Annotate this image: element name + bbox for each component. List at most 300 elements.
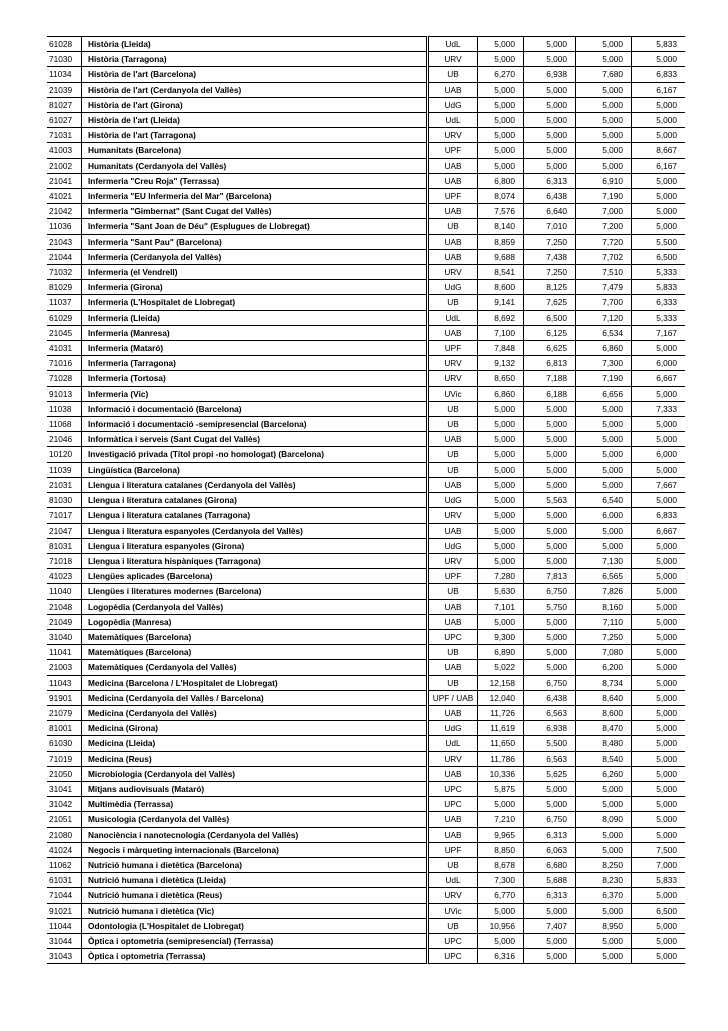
grade-col-2: 6,500 — [524, 310, 576, 325]
table-row — [47, 113, 685, 128]
program-code: 71032 — [47, 265, 82, 280]
program-code: 61027 — [47, 113, 82, 128]
table-row — [47, 660, 685, 675]
table-row — [47, 705, 685, 720]
university: UB — [428, 584, 478, 599]
grade-col-3: 7,190 — [576, 189, 632, 204]
program-name: Infermeria (L'Hospitalet de Llobregat) — [82, 295, 428, 310]
table-row — [47, 508, 685, 523]
grade-col-1: 5,000 — [478, 52, 524, 67]
table-row — [47, 827, 685, 842]
grade-col-2: 5,000 — [524, 52, 576, 67]
university: UAB — [428, 705, 478, 720]
grade-col-2: 5,000 — [524, 143, 576, 158]
program-code: 11038 — [47, 401, 82, 416]
grade-col-1: 5,000 — [478, 143, 524, 158]
table-row — [47, 857, 685, 872]
program-name: Matemàtiques (Barcelona) — [82, 629, 428, 644]
program-code: 31041 — [47, 781, 82, 796]
program-code: 21003 — [47, 660, 82, 675]
grade-col-3: 6,260 — [576, 766, 632, 781]
grade-col-1: 5,000 — [478, 432, 524, 447]
program-name: Logopèdia (Cerdanyola del Vallès) — [82, 599, 428, 614]
program-code: 21048 — [47, 599, 82, 614]
university: UAB — [428, 432, 478, 447]
program-code: 71017 — [47, 508, 82, 523]
grade-col-4: 5,000 — [632, 736, 686, 751]
program-name: Medicina (Cerdanyola del Vallès) — [82, 705, 428, 720]
grade-col-2: 5,500 — [524, 736, 576, 751]
university: UB — [428, 857, 478, 872]
grade-col-2: 6,750 — [524, 675, 576, 690]
table-row — [47, 842, 685, 857]
table-row — [47, 67, 685, 82]
table-row — [47, 690, 685, 705]
program-code: 21031 — [47, 477, 82, 492]
grade-col-3: 7,300 — [576, 356, 632, 371]
program-code: 11062 — [47, 857, 82, 872]
table-row — [47, 432, 685, 447]
grade-col-4: 5,833 — [632, 873, 686, 888]
grade-col-4: 5,000 — [632, 827, 686, 842]
table-row — [47, 143, 685, 158]
grade-col-2: 6,188 — [524, 386, 576, 401]
table-row — [47, 97, 685, 112]
program-code: 71019 — [47, 751, 82, 766]
program-name: Humanitats (Barcelona) — [82, 143, 428, 158]
table-row — [47, 553, 685, 568]
table-body — [47, 37, 685, 964]
grade-col-3: 7,700 — [576, 295, 632, 310]
table-row — [47, 249, 685, 264]
grade-col-2: 7,407 — [524, 918, 576, 933]
university: UdL — [428, 113, 478, 128]
table-row — [47, 356, 685, 371]
grade-col-1: 8,074 — [478, 189, 524, 204]
grade-col-4: 5,833 — [632, 37, 686, 52]
grade-col-3: 5,000 — [576, 827, 632, 842]
grade-col-4: 7,333 — [632, 401, 686, 416]
grade-col-1: 5,022 — [478, 660, 524, 675]
grade-col-2: 5,000 — [524, 553, 576, 568]
university: UdG — [428, 493, 478, 508]
grade-col-3: 8,230 — [576, 873, 632, 888]
grade-col-2: 5,000 — [524, 447, 576, 462]
grade-col-1: 5,000 — [478, 797, 524, 812]
program-code: 41021 — [47, 189, 82, 204]
grade-col-2: 6,680 — [524, 857, 576, 872]
grade-col-1: 12,040 — [478, 690, 524, 705]
grade-col-4: 6,667 — [632, 371, 686, 386]
grade-col-1: 10,336 — [478, 766, 524, 781]
grade-col-1: 5,000 — [478, 614, 524, 629]
program-name: Musicologia (Cerdanyola del Vallès) — [82, 812, 428, 827]
grade-col-3: 6,370 — [576, 888, 632, 903]
grade-col-2: 6,750 — [524, 812, 576, 827]
grade-col-3: 7,120 — [576, 310, 632, 325]
grade-col-1: 6,800 — [478, 173, 524, 188]
grade-col-3: 8,250 — [576, 857, 632, 872]
grade-col-3: 7,702 — [576, 249, 632, 264]
grade-col-1: 6,770 — [478, 888, 524, 903]
grade-col-1: 6,270 — [478, 67, 524, 82]
grade-col-2: 5,000 — [524, 477, 576, 492]
university: UAB — [428, 234, 478, 249]
grade-col-1: 9,300 — [478, 629, 524, 644]
program-code: 21047 — [47, 523, 82, 538]
table-row — [47, 523, 685, 538]
program-name: Informació i documentació (Barcelona) — [82, 401, 428, 416]
grade-col-2: 5,625 — [524, 766, 576, 781]
grade-col-3: 8,160 — [576, 599, 632, 614]
table-row — [47, 721, 685, 736]
program-code: 31042 — [47, 797, 82, 812]
program-name: Nutrició humana i dietètica (Lleida) — [82, 873, 428, 888]
grade-col-4: 5,000 — [632, 341, 686, 356]
table-row — [47, 493, 685, 508]
program-name: Nutrició humana i dietètica (Barcelona) — [82, 857, 428, 872]
university: UAB — [428, 82, 478, 97]
table-row — [47, 310, 685, 325]
grade-col-4: 5,000 — [632, 675, 686, 690]
grade-col-4: 5,000 — [632, 629, 686, 644]
grade-col-1: 5,000 — [478, 447, 524, 462]
grade-col-1: 5,000 — [478, 97, 524, 112]
program-code: 61031 — [47, 873, 82, 888]
grade-col-4: 5,000 — [632, 766, 686, 781]
grade-col-1: 7,210 — [478, 812, 524, 827]
program-code: 11041 — [47, 645, 82, 660]
grade-col-1: 12,158 — [478, 675, 524, 690]
university: UdL — [428, 736, 478, 751]
university: URV — [428, 751, 478, 766]
program-code: 21045 — [47, 325, 82, 340]
grade-col-2: 5,688 — [524, 873, 576, 888]
grade-col-4: 5,000 — [632, 173, 686, 188]
grade-col-4: 5,000 — [632, 660, 686, 675]
university: UPC — [428, 797, 478, 812]
table-row — [47, 629, 685, 644]
university: URV — [428, 265, 478, 280]
grade-col-2: 6,563 — [524, 751, 576, 766]
table-row — [47, 781, 685, 796]
grade-col-2: 5,000 — [524, 629, 576, 644]
grade-col-4: 6,500 — [632, 249, 686, 264]
program-name: Infermeria "Sant Pau" (Barcelona) — [82, 234, 428, 249]
program-code: 21079 — [47, 705, 82, 720]
grade-col-2: 5,000 — [524, 660, 576, 675]
grade-col-2: 5,000 — [524, 538, 576, 553]
program-code: 21049 — [47, 614, 82, 629]
grade-col-4: 6,000 — [632, 356, 686, 371]
university: UAB — [428, 660, 478, 675]
grade-col-3: 5,000 — [576, 781, 632, 796]
table-row — [47, 797, 685, 812]
grade-col-3: 5,000 — [576, 52, 632, 67]
table-row — [47, 462, 685, 477]
program-name: Infermeria (Girona) — [82, 280, 428, 295]
grade-col-2: 5,000 — [524, 933, 576, 948]
grade-col-3: 5,000 — [576, 933, 632, 948]
program-code: 71028 — [47, 371, 82, 386]
table-row — [47, 918, 685, 933]
table-row — [47, 873, 685, 888]
table-row — [47, 675, 685, 690]
table-row — [47, 447, 685, 462]
program-code: 21050 — [47, 766, 82, 781]
grade-col-3: 5,000 — [576, 949, 632, 964]
grade-col-4: 5,500 — [632, 234, 686, 249]
table-row — [47, 234, 685, 249]
grade-col-3: 6,910 — [576, 173, 632, 188]
table-row — [47, 52, 685, 67]
program-code: 41024 — [47, 842, 82, 857]
university: UdG — [428, 721, 478, 736]
program-name: Medicina (Barcelona / L'Hospitalet de Llobregat) — [82, 675, 428, 690]
grade-col-3: 7,826 — [576, 584, 632, 599]
table-row — [47, 173, 685, 188]
grade-col-4: 5,000 — [632, 721, 686, 736]
grade-col-2: 6,438 — [524, 690, 576, 705]
program-code: 10120 — [47, 447, 82, 462]
university: URV — [428, 553, 478, 568]
grade-col-1: 8,850 — [478, 842, 524, 857]
program-code: 11043 — [47, 675, 82, 690]
program-name: Negocis i màrqueting internacionals (Barcelona) — [82, 842, 428, 857]
grade-col-2: 7,625 — [524, 295, 576, 310]
program-name: Infermeria "EU Infermeria del Mar" (Barcelona) — [82, 189, 428, 204]
grade-col-4: 5,000 — [632, 432, 686, 447]
program-name: Medicina (Reus) — [82, 751, 428, 766]
grade-col-4: 5,000 — [632, 553, 686, 568]
grade-col-4: 5,000 — [632, 204, 686, 219]
grade-col-4: 5,000 — [632, 462, 686, 477]
table-row — [47, 751, 685, 766]
grade-col-3: 7,130 — [576, 553, 632, 568]
program-code: 31040 — [47, 629, 82, 644]
grade-col-3: 5,000 — [576, 462, 632, 477]
table-row — [47, 477, 685, 492]
program-code: 11044 — [47, 918, 82, 933]
grade-col-3: 5,000 — [576, 903, 632, 918]
program-code: 81030 — [47, 493, 82, 508]
university: URV — [428, 888, 478, 903]
grade-col-4: 6,000 — [632, 447, 686, 462]
program-name: Infermeria (Manresa) — [82, 325, 428, 340]
program-name: Medicina (Cerdanyola del Vallès / Barcelona) — [82, 690, 428, 705]
university: UdG — [428, 538, 478, 553]
grade-col-2: 5,000 — [524, 432, 576, 447]
grade-col-2: 7,438 — [524, 249, 576, 264]
grade-col-3: 8,640 — [576, 690, 632, 705]
grade-col-4: 5,000 — [632, 128, 686, 143]
grade-col-1: 7,280 — [478, 569, 524, 584]
table-row — [47, 599, 685, 614]
grade-col-1: 8,678 — [478, 857, 524, 872]
university: URV — [428, 128, 478, 143]
grade-col-4: 5,000 — [632, 219, 686, 234]
grade-col-4: 7,667 — [632, 477, 686, 492]
table-row — [47, 128, 685, 143]
program-name: Història de l'art (Cerdanyola del Vallès) — [82, 82, 428, 97]
table-row — [47, 158, 685, 173]
grade-col-3: 8,950 — [576, 918, 632, 933]
grades-sheet — [47, 36, 679, 964]
grade-col-3: 7,110 — [576, 614, 632, 629]
grade-col-1: 5,000 — [478, 538, 524, 553]
grade-col-2: 5,000 — [524, 462, 576, 477]
grade-col-4: 5,000 — [632, 113, 686, 128]
table-row — [47, 584, 685, 599]
university: UPC — [428, 781, 478, 796]
grade-col-1: 6,316 — [478, 949, 524, 964]
grade-col-3: 5,000 — [576, 143, 632, 158]
grade-col-1: 8,692 — [478, 310, 524, 325]
grade-col-2: 6,750 — [524, 584, 576, 599]
table-row — [47, 325, 685, 340]
grade-col-3: 5,000 — [576, 82, 632, 97]
grade-col-3: 5,000 — [576, 477, 632, 492]
program-name: Òptica i optometria (Terrassa) — [82, 949, 428, 964]
grade-col-4: 5,000 — [632, 645, 686, 660]
grade-col-3: 7,510 — [576, 265, 632, 280]
table-row — [47, 645, 685, 660]
grade-col-4: 5,000 — [632, 705, 686, 720]
grade-col-4: 5,000 — [632, 812, 686, 827]
program-code: 91901 — [47, 690, 82, 705]
grade-col-1: 8,541 — [478, 265, 524, 280]
grade-col-1: 7,300 — [478, 873, 524, 888]
university: UPF — [428, 189, 478, 204]
grade-col-1: 5,000 — [478, 493, 524, 508]
university: URV — [428, 52, 478, 67]
university: UB — [428, 67, 478, 82]
grade-col-2: 7,813 — [524, 569, 576, 584]
university: UdG — [428, 97, 478, 112]
grade-col-2: 5,000 — [524, 781, 576, 796]
program-name: Llengua i literatura espanyoles (Girona) — [82, 538, 428, 553]
table-row — [47, 82, 685, 97]
program-name: Infermeria (el Vendrell) — [82, 265, 428, 280]
grade-col-3: 5,000 — [576, 417, 632, 432]
program-name: Història (Tarragona) — [82, 52, 428, 67]
program-code: 71031 — [47, 128, 82, 143]
grade-col-2: 5,000 — [524, 949, 576, 964]
program-name: Odontologia (L'Hospitalet de Llobregat) — [82, 918, 428, 933]
grade-col-3: 8,470 — [576, 721, 632, 736]
program-code: 81027 — [47, 97, 82, 112]
university: UPC — [428, 949, 478, 964]
grade-col-1: 8,650 — [478, 371, 524, 386]
grade-col-2: 5,000 — [524, 508, 576, 523]
program-code: 11039 — [47, 462, 82, 477]
grade-col-1: 5,000 — [478, 158, 524, 173]
program-code: 81031 — [47, 538, 82, 553]
program-name: Infermeria (Tarragona) — [82, 356, 428, 371]
grade-col-3: 7,680 — [576, 67, 632, 82]
program-name: Història de l'art (Tarragona) — [82, 128, 428, 143]
university: UB — [428, 401, 478, 416]
program-code: 21002 — [47, 158, 82, 173]
university: UAB — [428, 614, 478, 629]
grade-col-4: 5,000 — [632, 538, 686, 553]
grade-col-3: 6,534 — [576, 325, 632, 340]
grade-col-2: 5,000 — [524, 113, 576, 128]
grade-col-2: 6,313 — [524, 888, 576, 903]
university: UAB — [428, 204, 478, 219]
grade-col-2: 5,000 — [524, 401, 576, 416]
grade-col-4: 5,333 — [632, 310, 686, 325]
grade-col-2: 5,000 — [524, 797, 576, 812]
table-row — [47, 888, 685, 903]
university: UAB — [428, 249, 478, 264]
university: UPF — [428, 341, 478, 356]
grade-col-1: 9,141 — [478, 295, 524, 310]
grade-col-4: 5,000 — [632, 751, 686, 766]
university: UPC — [428, 933, 478, 948]
university: URV — [428, 371, 478, 386]
university: UAB — [428, 523, 478, 538]
grade-col-4: 5,000 — [632, 97, 686, 112]
table-row — [47, 933, 685, 948]
program-code: 11036 — [47, 219, 82, 234]
program-code: 41031 — [47, 341, 82, 356]
grade-col-4: 6,167 — [632, 82, 686, 97]
program-name: Llengua i literatura catalanes (Girona) — [82, 493, 428, 508]
table-row — [47, 371, 685, 386]
program-name: Microbiologia (Cerdanyola del Vallès) — [82, 766, 428, 781]
program-name: Investigació privada (Títol propi -no homologat) (Barcelona) — [82, 447, 428, 462]
grade-col-1: 5,000 — [478, 933, 524, 948]
program-code: 21043 — [47, 234, 82, 249]
program-code: 11037 — [47, 295, 82, 310]
grade-col-4: 5,000 — [632, 933, 686, 948]
grade-col-3: 6,565 — [576, 569, 632, 584]
grade-col-1: 5,000 — [478, 82, 524, 97]
program-code: 21044 — [47, 249, 82, 264]
grade-col-4: 7,000 — [632, 857, 686, 872]
grade-col-1: 11,726 — [478, 705, 524, 720]
university: UB — [428, 645, 478, 660]
grade-col-4: 5,000 — [632, 584, 686, 599]
grade-col-3: 7,479 — [576, 280, 632, 295]
grade-col-3: 5,000 — [576, 842, 632, 857]
grade-col-3: 6,540 — [576, 493, 632, 508]
program-name: Història de l'art (Girona) — [82, 97, 428, 112]
program-code: 31044 — [47, 933, 82, 948]
table-row — [47, 766, 685, 781]
grade-col-2: 6,813 — [524, 356, 576, 371]
grade-col-2: 6,438 — [524, 189, 576, 204]
grade-col-2: 5,000 — [524, 128, 576, 143]
grade-col-2: 6,063 — [524, 842, 576, 857]
program-name: Infermeria (Mataró) — [82, 341, 428, 356]
table-row — [47, 569, 685, 584]
university: UPF — [428, 842, 478, 857]
program-name: Llengua i literatura catalanes (Cerdanyola del Vallès) — [82, 477, 428, 492]
program-code: 71018 — [47, 553, 82, 568]
grade-col-1: 8,859 — [478, 234, 524, 249]
program-name: Matemàtiques (Cerdanyola del Vallès) — [82, 660, 428, 675]
grade-col-2: 5,000 — [524, 614, 576, 629]
grade-col-2: 6,625 — [524, 341, 576, 356]
table-row — [47, 386, 685, 401]
grade-col-3: 7,720 — [576, 234, 632, 249]
program-code: 21039 — [47, 82, 82, 97]
university: UPF — [428, 569, 478, 584]
program-name: Humanitats (Cerdanyola del Vallès) — [82, 158, 428, 173]
grade-col-1: 11,650 — [478, 736, 524, 751]
